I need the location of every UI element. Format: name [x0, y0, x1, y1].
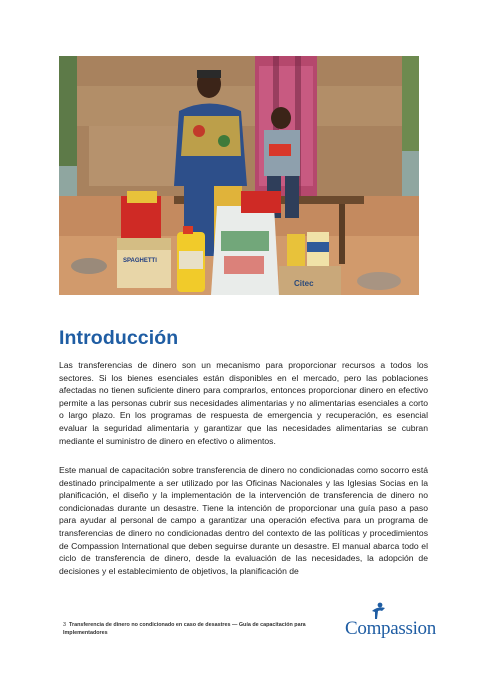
spaghetti-box-label: SPAGHETTI: [123, 258, 157, 264]
footer-title: Transferencia de dinero no condicionado en caso de desastres — Guía de capacitación para Implementadores: [63, 622, 306, 636]
paragraph-2: Este manual de capacitación sobre transferencia de dinero no condicionadas como socorro está destinado principalmente a ser utilizado por las Oficinas Nacionales y las Iglesias Socias en la planificación, el diseño y la implementación de la intervención de transferencia de dinero no condicionadas durante un desastre. Tiene la intención de proporcionar una guía paso a paso para ayudar al personal de campo a garantizar una operación efectiva para un programa de transferencias de dinero no condicionadas dentro del contexto de las políticas y procedimientos de Compassion International que deben seguirse durante un desastre. El manual abarca todo el ciclo de transferencia de dinero, desde la evaluación de las necesidades, la adopción de decisiones y el establecimiento de objetivos, la planificación de: [59, 465, 428, 576]
paragraph-1: Las transferencias de dinero son un mecanismo para proporcionar recursos a todos los sectores. Si los bienes esenciales están disponibles en el mercado, pero las poblaciones afectadas no tienen suficiente dinero para comprarlos, entonces proporcionar dinero en efectivo permite a las personas cubrir sus necesidades alimentarias y no alimentarias esenciales a corto o largo plazo. En los programas de respuesta de emergencia y recuperación, es esencial evaluar la seguridad alimentaria y garantizar que las necesidades alimentarias se cubran mediante el suministro de dinero en efectivo o alimentos.: [59, 360, 428, 446]
page-number: 3: [63, 622, 66, 628]
compassion-logo: [345, 602, 440, 642]
page-title: Introducción: [59, 327, 179, 349]
photo-illustration: [59, 56, 419, 295]
citec-box-label: Citec: [294, 279, 314, 288]
page-footer: [63, 621, 333, 637]
logo-wordmark: Compassion: [345, 618, 436, 639]
cover-photo: [59, 56, 419, 295]
